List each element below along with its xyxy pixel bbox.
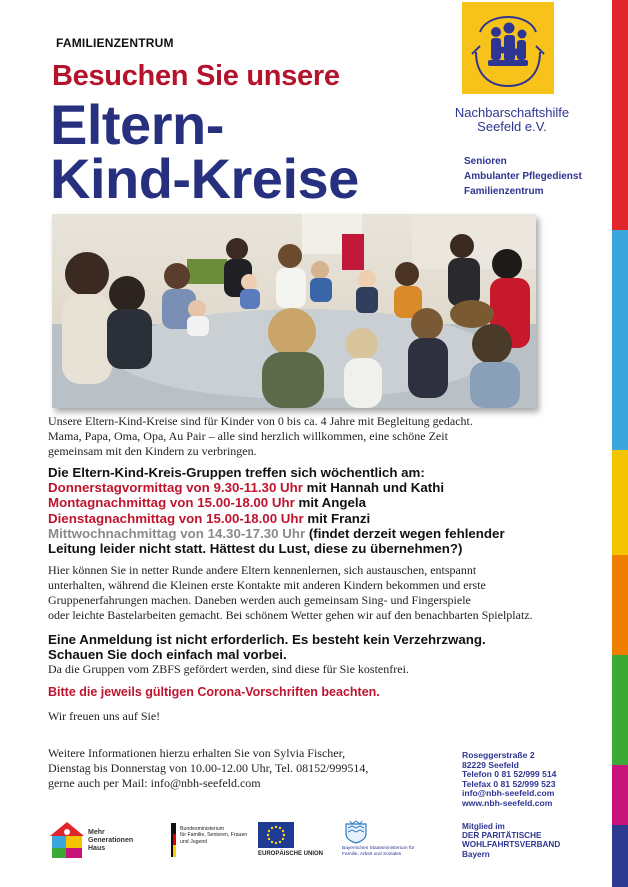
logo-text: Familie, Arbeit und Soziales: [342, 851, 402, 857]
logo-text: Bayerisches Staatsministerium für: [342, 846, 415, 851]
eu-logo-text: EUROPÄISCHE UNION: [258, 851, 324, 857]
activities-paragraph: [48, 563, 588, 623]
address-street: Roseggerstraße 2: [462, 750, 535, 760]
funding-note: Da die Gruppen vom ZBFS gefördert werden, sind diese für Sie kostenfrei.: [48, 662, 409, 676]
bavarian-crest-icon: [342, 820, 370, 844]
logo-text: Generationen: [88, 837, 134, 844]
hands-family-icon: [462, 2, 554, 94]
ministry-logo-text: [180, 826, 247, 845]
contact-email: gerne auch per Mail: info@nbh-seefeld.com: [48, 776, 261, 790]
overline: FAMILIENZENTRUM: [56, 36, 174, 50]
contact-info: [48, 746, 408, 791]
logo-text: Bundesministerium: [180, 826, 225, 832]
registration-notice: [48, 632, 568, 662]
contact-line: Dienstag bis Donnerstag von 10.00-12.00 Uhr, Tel. 08152/999514,: [48, 761, 369, 775]
org-name-line-2: Seefeld e.V.: [477, 119, 547, 134]
schedule-time: Mittwochnachmittag von 14.30-17.30 Uhr: [48, 525, 306, 541]
schedule-time: Donnerstagvormittag von 9.30-11.30 Uhr: [48, 480, 303, 496]
schedule-note-line: Leitung leider nicht statt. Hättest du Lust, diese zu übernehmen?): [48, 541, 463, 557]
notice-line: Eine Anmeldung ist nicht erforderlich. Es besteht kein Verzehrzwang.: [48, 632, 486, 647]
corona-notice: Bitte die jeweils gültigen Corona-Vorschriften beachten.: [48, 685, 380, 699]
mehrgenerationenhaus-logo: [48, 820, 86, 860]
service-item: Senioren: [464, 156, 507, 167]
contact-line: Weitere Informationen hierzu erhalten Sie von Sylvia Fischer,: [48, 746, 346, 760]
page-title: [50, 93, 359, 210]
color-strip: [612, 0, 628, 887]
schedule-row: [48, 480, 568, 495]
organization-name: [448, 106, 576, 134]
schedule-time: Montagnachmittag von 15.00-18.00 Uhr: [48, 495, 295, 511]
eu-flag-icon: [258, 822, 294, 848]
schedule-leader: mit Franzi: [303, 510, 371, 526]
title-line-1: Eltern-: [50, 93, 224, 156]
schedule-time: Dienstagnachmittag von 15.00-18.00 Uhr: [48, 510, 304, 526]
service-item: Ambulanter Pflegedienst: [464, 171, 582, 182]
intro-line: Mama, Papa, Oma, Opa, Au Pair – alle sind herzlich willkommen, eine schöne Zeit: [48, 429, 448, 443]
org-name-line-1: Nachbarschaftshilfe: [454, 105, 570, 120]
address-block: [462, 751, 556, 809]
membership-line: DER PARITÄTISCHE: [462, 831, 542, 841]
address-city: 82229 Seefeld: [462, 759, 519, 770]
group-schedule: [48, 465, 568, 556]
schedule-row: [48, 511, 568, 526]
membership-line: Mitglied im: [462, 822, 505, 831]
intro-paragraph: [48, 414, 553, 459]
intro-line: Unsere Eltern-Kind-Kreise sind für Kinder von 0 bis ca. 4 Jahre mit Begleitung gedacht.: [48, 414, 473, 428]
service-item: Familienzentrum: [464, 186, 544, 197]
intro-line: gemeinsam mit den Kindern zu verbringen.: [48, 444, 257, 458]
membership-note: [462, 822, 560, 859]
paragraph-line: oder leichte Bastelarbeiten gemacht. Bei schönem Wetter gehen wir auf den benachbarten Spielplatz.: [48, 608, 533, 622]
paragraph-line: Hier können Sie in netter Runde andere Eltern kennenlernen, sich austauschen, entspannt: [48, 563, 477, 577]
federal-eagle-icon: [168, 823, 178, 857]
address-fax: Telefax 0 81 52/999 523: [462, 778, 556, 789]
membership-line: WOHLFAHRTSVERBAND: [462, 840, 561, 850]
group-photo: [52, 214, 536, 408]
title-line-2: Kind-Kreise: [50, 147, 359, 210]
services-list: [464, 154, 582, 199]
schedule-note: (findet derzeit wegen fehlender: [305, 525, 505, 541]
schedule-row: [48, 526, 568, 541]
address-email: info@nbh-seefeld.com: [462, 788, 555, 799]
logo-text: und Jugend: [180, 838, 208, 845]
logo-text: Haus: [88, 845, 106, 852]
schedule-row: [48, 495, 568, 510]
logo-text: Mehr: [88, 829, 105, 836]
address-web: www.nbh-seefeld.com: [462, 797, 553, 808]
welcome-text: Wir freuen uns auf Sie!: [48, 709, 161, 723]
membership-line: Bayern: [462, 849, 490, 859]
paragraph-line: unterhalten, während die Kleinen erste Kontakte mit anderen Kindern bekommen und erste: [48, 578, 486, 592]
paragraph-line: Gruppenerfahrungen machen. Daneben werden auch gemeinsam Sing- und Fingerspiele: [48, 593, 471, 607]
logo-text: für Familie, Senioren, Frauen: [180, 832, 248, 839]
organization-logo: [462, 2, 554, 94]
mehrgenerationenhaus-text: [88, 829, 133, 853]
notice-line: Schauen Sie doch einfach mal vorbei.: [48, 647, 287, 662]
schedule-leader: mit Angela: [294, 495, 366, 511]
address-phone: Telefon 0 81 52/999 514: [462, 769, 557, 780]
group-photo-icon: [52, 214, 536, 408]
schedule-heading: Die Eltern-Kind-Kreis-Gruppen treffen sich wöchentlich am:: [48, 465, 425, 480]
subtitle: Besuchen Sie unsere: [52, 60, 340, 92]
schedule-leader: mit Hannah und Kathi: [302, 480, 445, 496]
bavarian-ministry-text: [342, 846, 415, 858]
